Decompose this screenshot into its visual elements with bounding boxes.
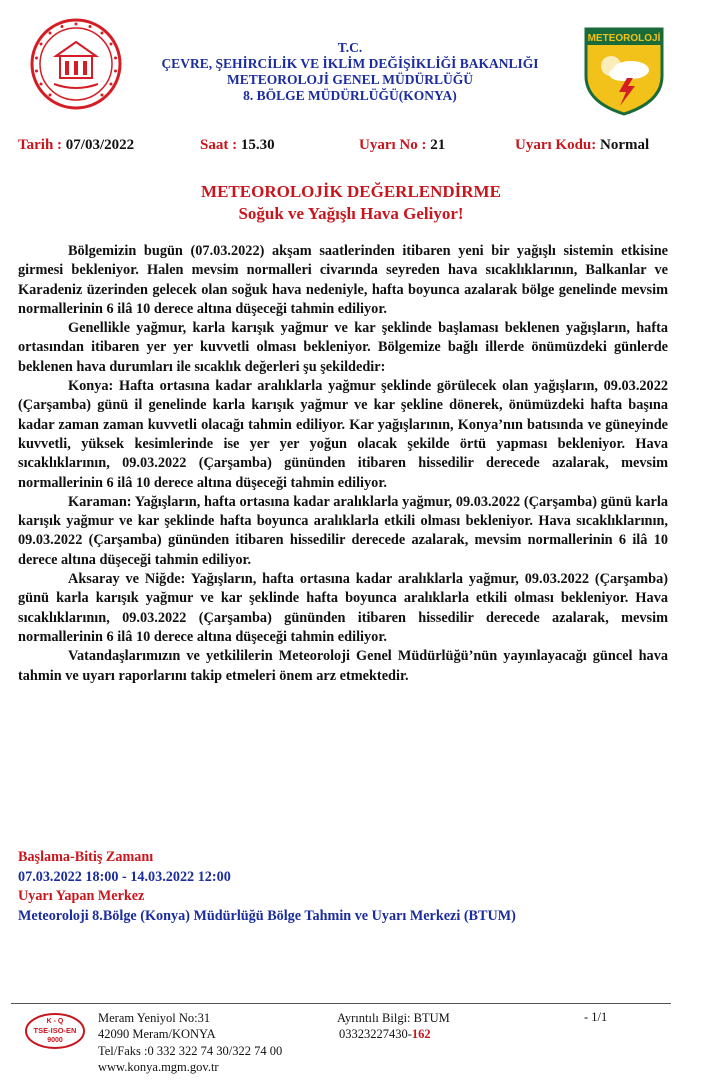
cert-logo-line2: TSE-ISO-EN xyxy=(33,1026,77,1035)
paragraph: Genellikle yağmur, karla karışık yağmur ve kar şeklinde başlaması beklenen yağışların, hafta ortasından itibaren yer yer kuvvetli olması bekleniyor. Bölgemize bağlı illerde önümüzdeki günlerde beklenen hava durumları ile sıcaklık değerleri şu şekildedir: xyxy=(18,320,668,375)
assessment-body xyxy=(18,242,668,686)
warning-code-value: Normal xyxy=(600,137,650,153)
warning-number-value: 21 xyxy=(430,137,446,153)
footer-address-line1: Meram Yeniyol No:31 xyxy=(98,1011,211,1025)
paragraph: Vatandaşlarımızın ve yetkililerin Meteoroloji Genel Müdürlüğü’nün yayınlayacağı güncel hava tahmin ve uyarı raporlarını takip etmeleri önem arz etmektedir. xyxy=(18,648,668,684)
ministry-seal-logo xyxy=(30,18,122,110)
header-line-directorate: METEOROLOJİ GENEL MÜDÜRLÜĞÜ xyxy=(226,72,474,87)
footer-info-extension: 162 xyxy=(411,1027,431,1042)
date-value: 07/03/2022 xyxy=(65,137,135,153)
paragraph: Konya: Hafta ortasına kadar aralıklarla yağmur şeklinde görülecek olan yağışların, 09.03.2022 (Çarşamba) günü il genelinde karla karışık yağmur ve kar şekline dönerek, önümüzdeki hafta başına kadar zaman zaman kuvvetli olacağı tahmin ediliyor. Kar yağışlarının, Konya’nın batısında ve güneyinde kuvvetli, yüksek kesimlerinde ise yer yer yoğun olacak şekilde örtü yapması bekleniyor. Hava sıcaklıklarının, 09.03.2022 (Çarşamba) gününden itibaren hissedilir derecede azalarak, mevsim normallerinin 6 ilâ 10 derece altına düşeceği tahmin ediliyor. xyxy=(18,378,668,491)
validity-and-issuer xyxy=(18,848,678,926)
cert-logo-line3: 9000 xyxy=(47,1037,63,1044)
header-organization xyxy=(150,40,550,104)
date-field xyxy=(18,137,134,154)
validity-label: Başlama-Bitiş Zamanı xyxy=(18,849,154,865)
page-number: - 1/1 xyxy=(584,1010,608,1024)
warning-number-field xyxy=(359,137,445,154)
logo-text: METEOROLOJİ xyxy=(587,33,661,44)
date-label: Tarih : xyxy=(18,137,63,153)
warning-number-label: Uyarı No : xyxy=(359,137,427,153)
footer-website[interactable]: www.konya.mgm.gov.tr xyxy=(98,1059,219,1074)
footer-address-line2: 42090 Meram/KONYA xyxy=(98,1027,216,1042)
header-line-tc: T.C. xyxy=(337,40,363,55)
header-line-ministry: ÇEVRE, ŞEHİRCİLİK VE İKLİM DEĞİŞİKLİĞİ BAKANLIĞI xyxy=(161,56,539,71)
validity-value: 07.03.2022 18:00 - 14.03.2022 12:00 xyxy=(18,868,231,885)
footer-address xyxy=(98,1010,282,1075)
time-field xyxy=(200,137,275,154)
cert-logo-line1: K - Q xyxy=(46,1018,64,1025)
time-value: 15.30 xyxy=(240,137,275,153)
document-subtitle: Soğuk ve Yağışlı Hava Geliyor! xyxy=(238,204,464,223)
footer-phone: Tel/Faks :0 332 322 74 30/322 74 00 xyxy=(98,1043,283,1058)
meteorology-shield-logo xyxy=(583,26,665,116)
footer-info-phone: 03323227430- xyxy=(339,1027,412,1042)
issuer-label: Uyarı Yapan Merkez xyxy=(18,888,145,904)
footer-info-phone-line xyxy=(337,1026,450,1042)
document-title: METEOROLOJİK DEĞERLENDİRME xyxy=(201,182,501,201)
warning-code-field xyxy=(515,137,649,154)
footer-info-label: Ayrıntılı Bilgi: BTUM xyxy=(337,1011,450,1025)
warning-code-label: Uyarı Kodu: xyxy=(515,137,597,153)
paragraph: Karaman: Yağışların, hafta ortasına kadar aralıklarla yağmur, 09.03.2022 (Çarşamba) günü karla karışık yağmur ve kar şeklinde hafta boyunca aralıklarla etkili olması bekleniyor. Hava sıcaklıklarının, 09.03.2022 (Çarşamba) gününden itibaren hissedilir derecede azalarak, mevsim normallerinin 6 ilâ 10 derece altına düşeceği tahmin ediliyor. xyxy=(18,493,668,568)
issuer-value: Meteoroloji 8.Bölge (Konya) Müdürlüğü Bölge Tahmin ve Uyarı Merkezi (BTUM) xyxy=(18,907,516,924)
footer-divider xyxy=(11,1003,671,1004)
footer-contact xyxy=(337,1010,450,1043)
paragraph: Bölgemizin bugün (07.03.2022) akşam saatlerinden itibaren yeni bir yağışlı sistemin etkisine girmesi bekleniyor. Halen mevsim normalleri civarında seyreden hava sıcaklıklarının, Balkanlar ve Karadeniz üzerinden gelecek olan soğuk hava nedeniyle, hafta boyunca azalarak bölge genelinde mevsim normallerinin 6 ilâ 10 derece altına düşeceği tahmin ediliyor. xyxy=(18,243,668,317)
time-label: Saat : xyxy=(200,137,238,153)
paragraph: Aksaray ve Niğde: Yağışların, hafta ortasına kadar aralıklarla yağmur, 09.03.2022 (Çarşamba) günü karla karışık yağmur ve kar şeklinde hafta boyunca aralıklarla etkili olması bekleniyor. Hava sıcaklıklarının, 09.03.2022 (Çarşamba) gününden itibaren hissedilir derecede azalarak, mevsim normallerinin 6 ilâ 10 derece altına düşeceği tahmin ediliyor. xyxy=(18,571,668,645)
header-line-region: 8. BÖLGE MÜDÜRLÜĞÜ(KONYA) xyxy=(243,88,457,103)
tse-iso-certification-logo xyxy=(24,1012,86,1050)
